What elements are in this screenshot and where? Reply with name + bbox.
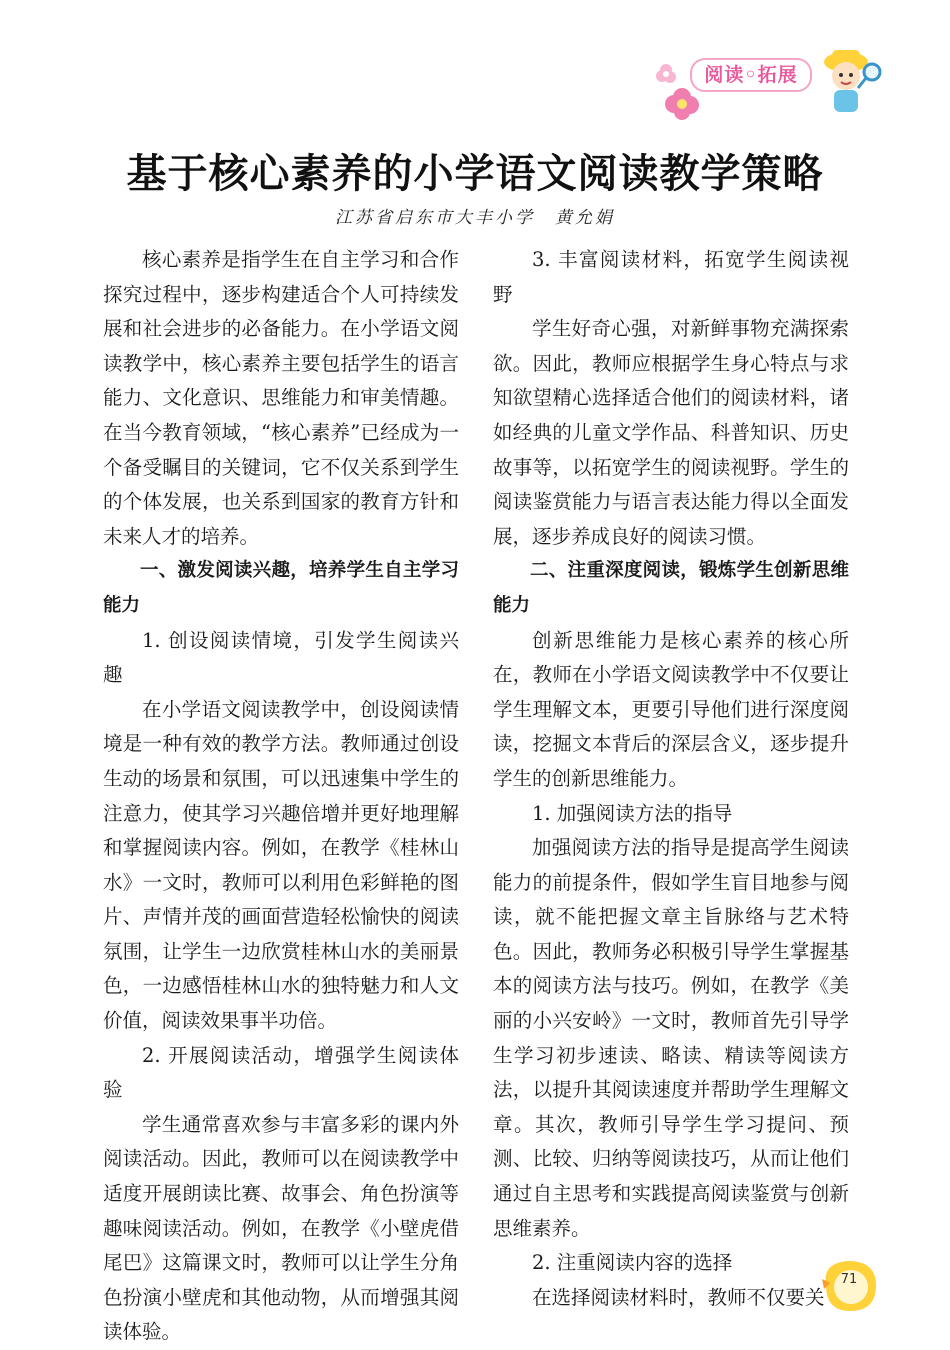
subheading: 1. 加强阅读方法的指导 [532, 801, 733, 825]
cartoon-kid-with-magnifier-icon [824, 50, 880, 112]
section-heading: 二、注重深度阅读，锻炼学生创新思维能力 [493, 560, 849, 616]
paragraph: 核心素养是指学生在自主学习和合作探究过程中，逐步构建适合个人可持续发展和社会进步的必备能力。在小学语文阅读教学中，核心素养主要包括学生的语言能力、文化意识、思维能力和审美情趣。在当今教育领域，“核心素养”已经成为一个备受瞩目的关键词，它不仅关系到学生的个体发展，也关系到国家的教育方针和未来人才的培养。 [103, 248, 459, 548]
subheading: 2. 注重阅读内容的选择 [532, 1251, 733, 1275]
paragraph: 创新思维能力是核心素养的核心所在，教师在小学语文阅读教学中不仅要让学生理解文本，更要引导他们进行深度阅读，挖掘文本背后的深层含义，逐步提升学生的创新思维能力。 [493, 628, 849, 790]
article-byline: 江苏省启东市大丰小学 黄允娟 [335, 208, 615, 228]
article-title: 基于核心素养的小学语文阅读教学策略 [126, 151, 824, 197]
paragraph: 在小学语文阅读教学中，创设阅读情境是一种有效的教学方法。教师通过创设生动的场景和氛围，可以迅速集中学生的注意力，使其学习兴趣倍增并更好地理解和掌握阅读内容。例如，在教学《桂林山水》一文时，教师可以利用色彩鲜艳的图片、声情并茂的画面营造轻松愉快的阅读氛围，让学生一边欣赏桂林山水的美丽景色，一边感悟桂林山水的独特魅力和人文价值，阅读效果事半功倍。 [103, 697, 459, 1033]
subheading: 2. 开展阅读活动，增强学生阅读体验 [103, 1043, 459, 1102]
page-number: 71 [840, 1272, 858, 1287]
left-column [103, 243, 459, 1350]
section-heading: 一、激发阅读兴趣，培养学生自主学习能力 [103, 560, 459, 616]
right-column [493, 243, 849, 1315]
paragraph: 学生好奇心强，对新鲜事物充满探索欲。因此，教师应根据学生身心特点与求知欲望精心选择适合他们的阅读材料，诸如经典的儿童文学作品、科普知识、历史故事等，以拓宽学生的阅读视野。学生的阅读鉴赏能力与语言表达能力得以全面发展，逐步养成良好的阅读习惯。 [493, 317, 849, 548]
subheading: 3. 丰富阅读材料，拓宽学生阅读视野 [493, 248, 849, 306]
paragraph: 学生通常喜欢参与丰富多彩的课内外阅读活动。因此，教师可以在阅读教学中适度开展朗读比赛、故事会、角色扮演等趣味阅读活动。例如，在教学《小壁虎借尾巴》这篇课文时，教师可以让学生分角色扮演小壁虎和其他动物，从而增强其阅读体验。 [103, 1112, 459, 1344]
paragraph: 在选择阅读材料时，教师不仅要关 [532, 1285, 825, 1309]
paragraph: 加强阅读方法的指导是提高学生阅读能力的前提条件，假如学生盲目地参与阅读，就不能把握文章主旨脉络与艺术特色。因此，教师务必积极引导学生掌握基本的阅读方法与技巧。例如，在教学《美丽的小兴安岭》一文时，教师首先引导学生学习初步速读、略读、精读等阅读方法，以提升其阅读速度并帮助学生理解文章。其次，教师引导学生学习提问、预测、比较、归纳等阅读技巧，从而让他们通过自主思考和实践提高阅读鉴赏与创新思维素养。 [493, 836, 849, 1240]
subheading: 1. 创设阅读情境，引发学生阅读兴趣 [103, 628, 459, 687]
column-label: 阅读◦拓展 [690, 58, 812, 92]
